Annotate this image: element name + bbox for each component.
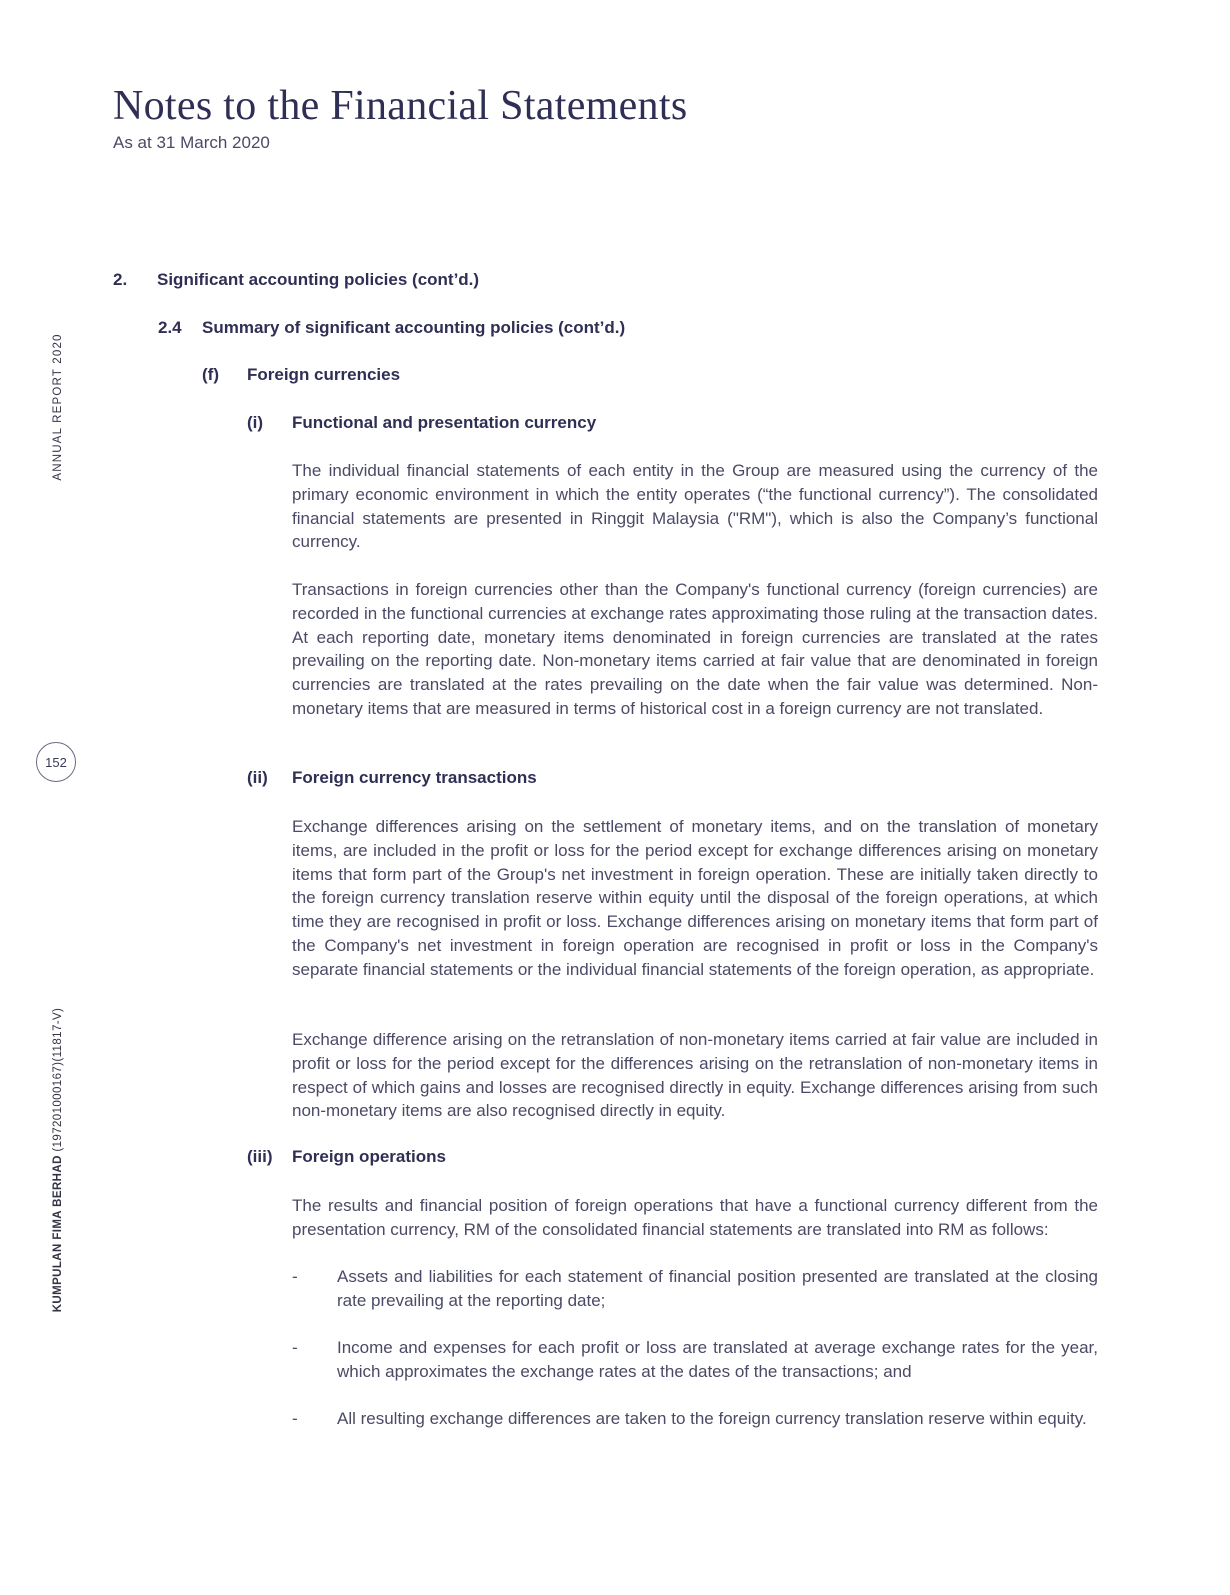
annual-report-label: ANNUAL REPORT 2020: [52, 333, 64, 481]
page-subtitle: As at 31 March 2020: [113, 133, 270, 152]
part-number: (iii): [247, 1147, 273, 1166]
paragraph: The results and financial position of foreign operations that have a functional currency different from the presentation currency, RM of the consolidated financial statements are translated into RM as follows:: [292, 1196, 1098, 1239]
bullet-dash: -: [292, 1409, 298, 1428]
part-number: (ii): [247, 768, 268, 787]
company-label: [52, 1008, 64, 1313]
bullet-text: Assets and liabilities for each statement of financial position presented are translated at the closing rate prevailing at the reporting date;: [337, 1267, 1098, 1310]
paragraph: Exchange difference arising on the retranslation of non-monetary items carried at fair value are included in profit or loss for the period except for the differences arising on the retranslation of non-monetary items in respect of which gains and losses are recognised directly in equity. Exchange differences arising from such non-monetary items are also recognised directly in equity.: [292, 1030, 1098, 1121]
subsection-title: Summary of significant accounting policies (cont’d.): [202, 318, 626, 337]
company-name: KUMPULAN FIMA BERHAD: [52, 1155, 64, 1313]
bullet-dash: -: [292, 1338, 298, 1357]
page-number: 152: [36, 742, 76, 782]
part-title: Functional and presentation currency: [292, 413, 597, 432]
part-title: Foreign operations: [292, 1147, 446, 1166]
section-title: Significant accounting policies (cont’d.): [157, 270, 480, 289]
item-title: Foreign currencies: [247, 365, 401, 384]
bullet-dash: -: [292, 1267, 298, 1286]
paragraph: The individual financial statements of each entity in the Group are measured using the currency of the primary economic environment in which the entity operates (“the functional currency”). The consolidated financial statements are presented in Ringgit Malaysia ("RM"), which is also the Company’s functional currency.: [292, 461, 1098, 552]
bullet-text: All resulting exchange differences are taken to the foreign currency translation reserve within equity.: [337, 1409, 1087, 1428]
paragraph: Exchange differences arising on the settlement of monetary items, and on the translation of monetary items, are included in the profit or loss for the period except for exchange differences arising on monetary items that form part of the Group's net investment in foreign operation. These are initially taken directly to the foreign currency translation reserve within equity until the disposal of the foreign operations, at which time they are recognised in profit or loss. Exchange differences arising on monetary items that form part of the Company's net investment in foreign operation are recognised in profit or loss in the Company's separate financial statements or the individual financial statements of the foreign operation, as appropriate.: [292, 817, 1098, 979]
paragraph: Transactions in foreign currencies other than the Company's functional currency (foreign currencies) are recorded in the functional currencies at exchange rates approximating those ruling at the transaction dates. At each reporting date, monetary items denominated in foreign currencies are translated at the rates prevailing on the reporting date. Non-monetary items carried at fair value that are denominated in foreign currencies are translated at the rates prevailing on the date when the fair value was determined. Non-monetary items that are measured in terms of historical cost in a foreign currency are not translated.: [292, 580, 1098, 718]
part-number: (i): [247, 413, 264, 432]
part-title: Foreign currency transactions: [292, 768, 537, 787]
company-registration: (197201000167)(11817-V): [52, 1007, 64, 1156]
page-title: Notes to the Financial Statements: [113, 83, 688, 129]
item-number: (f): [202, 365, 219, 384]
subsection-number: 2.4: [158, 318, 182, 337]
bullet-text: Income and expenses for each profit or loss are translated at average exchange rates for the year, which approximates the exchange rates at the dates of the transactions; and: [337, 1338, 1098, 1381]
section-number: 2.: [113, 270, 128, 289]
